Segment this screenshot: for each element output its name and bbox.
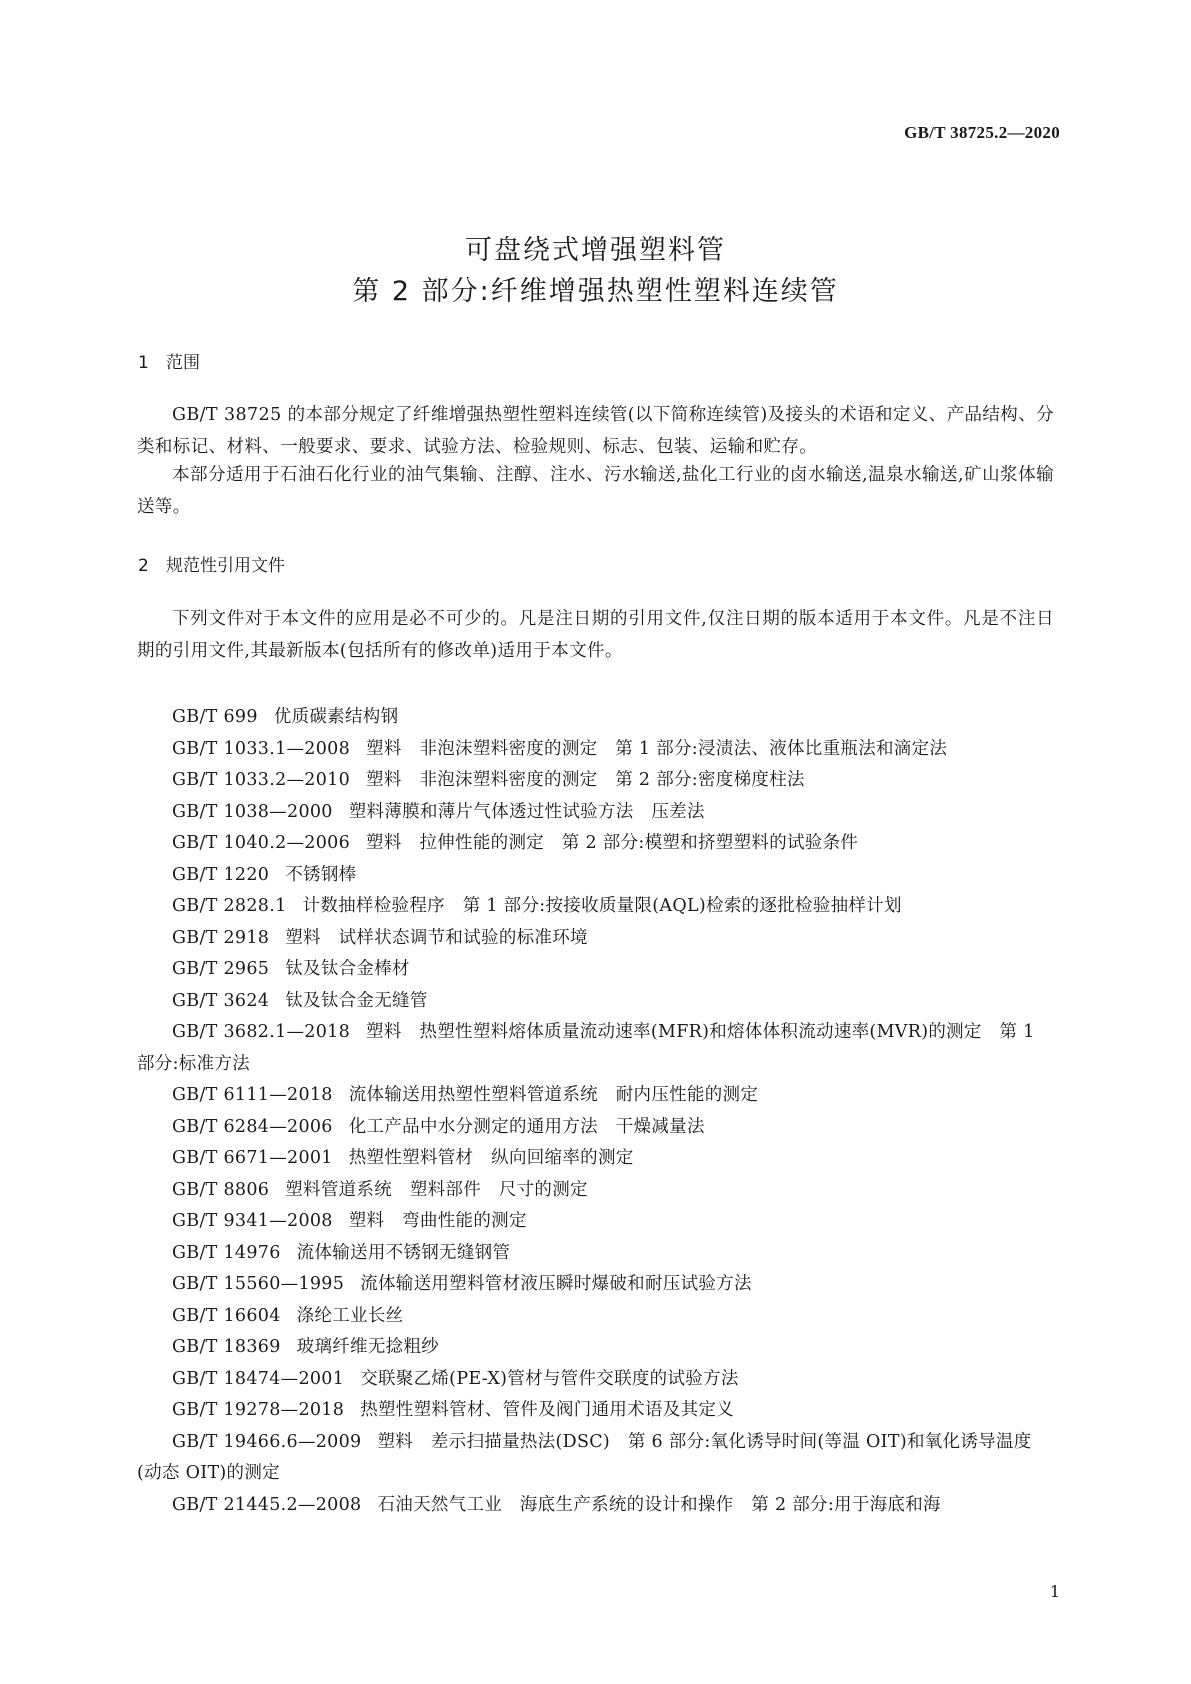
reference-code: GB/T 19278—2018 [172,1400,345,1420]
reference-title: 流体输送用不锈钢无缝钢管 [296,1242,511,1263]
reference-title: 化工产品中水分测定的通用方法 干燥减量法 [348,1116,705,1137]
reference-code: GB/T 2918 [172,927,270,948]
reference-code: GB/T 3624 [172,990,270,1011]
reference-item [137,1017,1054,1080]
document-title-line1: 可盘绕式增强塑料管 [465,235,726,266]
reference-title: 计数抽样检验程序 第 1 部分:按接收质量限(AQL)检索的逐批检验抽样计划 [302,896,902,916]
reference-code: GB/T 16604 [172,1305,281,1326]
reference-item [137,1427,1054,1490]
standard-code: GB/T 38725.2—2020 [904,123,1060,142]
reference-code: GB/T 8806 [172,1179,270,1200]
section-title: 规范性引用文件 [166,556,285,576]
reference-item [137,1490,1054,1522]
reference-code: GB/T 1040.2—2006 [172,833,351,853]
reference-item [137,923,1054,955]
reference-code: GB/T 1038—2000 [172,801,333,822]
reference-item [137,954,1054,986]
section-1-heading [138,348,200,373]
reference-title: 交联聚乙烯(PE-X)管材与管件交联度的试验方法 [360,1368,739,1389]
reference-title: 不锈钢棒 [285,864,357,885]
reference-title: 流体输送用热塑性塑料管道系统 耐内压性能的测定 [348,1085,759,1105]
reference-item [137,1206,1054,1238]
section-number: 1 [138,353,149,373]
reference-code: GB/T 2965 [172,959,270,979]
reference-item [137,734,1054,766]
reference-title: 涤纶工业长丝 [296,1305,404,1326]
reference-code: GB/T 6111—2018 [172,1085,333,1105]
reference-item [137,1395,1054,1427]
reference-title: 玻璃纤维无捻粗纱 [296,1337,440,1357]
reference-title: 热塑性塑料管材、管件及阀门通用术语及其定义 [360,1400,734,1420]
reference-title: 钛及钛合金无缝管 [285,990,428,1011]
reference-title: 塑料 非泡沫塑料密度的测定 第 1 部分:浸渍法、液体比重瓶法和滴定法 [366,738,948,759]
reference-code: GB/T 2828.1 [172,896,287,916]
reference-code: GB/T 1033.2—2010 [172,770,351,790]
reference-code: GB/T 1220 [172,864,270,885]
reference-item [137,1112,1054,1144]
reference-code: GB/T 18369 [172,1337,281,1357]
section-title: 范围 [166,353,200,373]
reference-title: 塑料 试样状态调节和试验的标准环境 [285,927,588,948]
page-number: 1 [1049,1582,1060,1601]
reference-item [137,1238,1054,1270]
reference-code: GB/T 14976 [172,1242,281,1263]
reference-item [137,828,1054,860]
reference-title: 钛及钛合金棒材 [285,959,410,979]
reference-title: 塑料 弯曲性能的测定 [348,1211,527,1231]
reference-item [137,986,1054,1018]
reference-title: 塑料 非泡沫塑料密度的测定 第 2 部分:密度梯度柱法 [366,770,805,790]
reference-item [137,765,1054,797]
section-2-paragraph-1: 下列文件对于本文件的应用是必不可少的。凡是注日期的引用文件,仅注日期的版本适用于本文件。凡是不注日期的引用文件,其最新版本(包括所有的修改单)适用于本文件。 [137,609,1054,661]
reference-title: 优质碳素结构钢 [273,707,399,727]
reference-item [137,1364,1054,1396]
reference-item [137,1175,1054,1207]
reference-item [137,1143,1054,1175]
reference-item [137,1332,1054,1364]
reference-title: 塑料薄膜和薄片气体透过性试验方法 压差法 [348,801,705,822]
reference-item [137,1080,1054,1112]
reference-code: GB/T 6671—2001 [172,1148,333,1168]
reference-title: 塑料 差示扫描量热法(DSC) 第 6 部分:氧化诱导时间(等温 OIT)和氧化诱导温度(动态 OIT)的测定 [137,1431,1032,1483]
reference-title: 塑料 拉伸性能的测定 第 2 部分:模塑和挤塑塑料的试验条件 [366,833,859,853]
section-1-paragraph-2: 本部分适用于石油石化行业的油气集输、注醇、注水、污水输送,盐化工行业的卤水输送,温泉水输送,矿山浆体输送等。 [137,465,1054,517]
section-2-heading [138,551,285,576]
reference-code: GB/T 6284—2006 [172,1116,333,1137]
reference-item [137,797,1054,829]
reference-code: GB/T 19466.6—2009 [172,1431,362,1452]
reference-item [137,1269,1054,1301]
reference-title: 石油天然气工业 海底生产系统的设计和操作 第 2 部分:用于海底和海 [377,1494,941,1515]
reference-code: GB/T 9341—2008 [172,1211,333,1231]
reference-code: GB/T 1033.1—2008 [172,738,351,759]
reference-title: 塑料管道系统 塑料部件 尺寸的测定 [285,1179,588,1200]
normative-references-list [137,702,1054,1521]
reference-item [137,1301,1054,1333]
reference-code: GB/T 21445.2—2008 [172,1494,362,1515]
reference-title: 流体输送用塑料管材液压瞬时爆破和耐压试验方法 [360,1274,752,1294]
document-title-line2: 第 2 部分:纤维增强热塑性塑料连续管 [352,276,839,307]
reference-item [137,860,1054,892]
reference-title: 塑料 热塑性塑料熔体质量流动速率(MFR)和熔体体积流动速率(MVR)的测定 第 1 部分:标准方法 [137,1022,1035,1074]
reference-code: GB/T 18474—2001 [172,1368,345,1389]
reference-item [137,891,1054,923]
reference-code: GB/T 3682.1—2018 [172,1022,351,1042]
reference-code: GB/T 15560—1995 [172,1274,345,1294]
reference-code: GB/T 699 [172,707,258,727]
section-number: 2 [138,556,149,576]
reference-title: 热塑性塑料管材 纵向回缩率的测定 [348,1148,634,1168]
reference-item [137,702,1054,734]
section-1-paragraph-1: GB/T 38725 的本部分规定了纤维增强热塑性塑料连续管(以下简称连续管)及接头的术语和定义、产品结构、分类和标记、材料、一般要求、要求、试验方法、检验规则、标志、包装、运输和贮存。 [137,405,1054,457]
